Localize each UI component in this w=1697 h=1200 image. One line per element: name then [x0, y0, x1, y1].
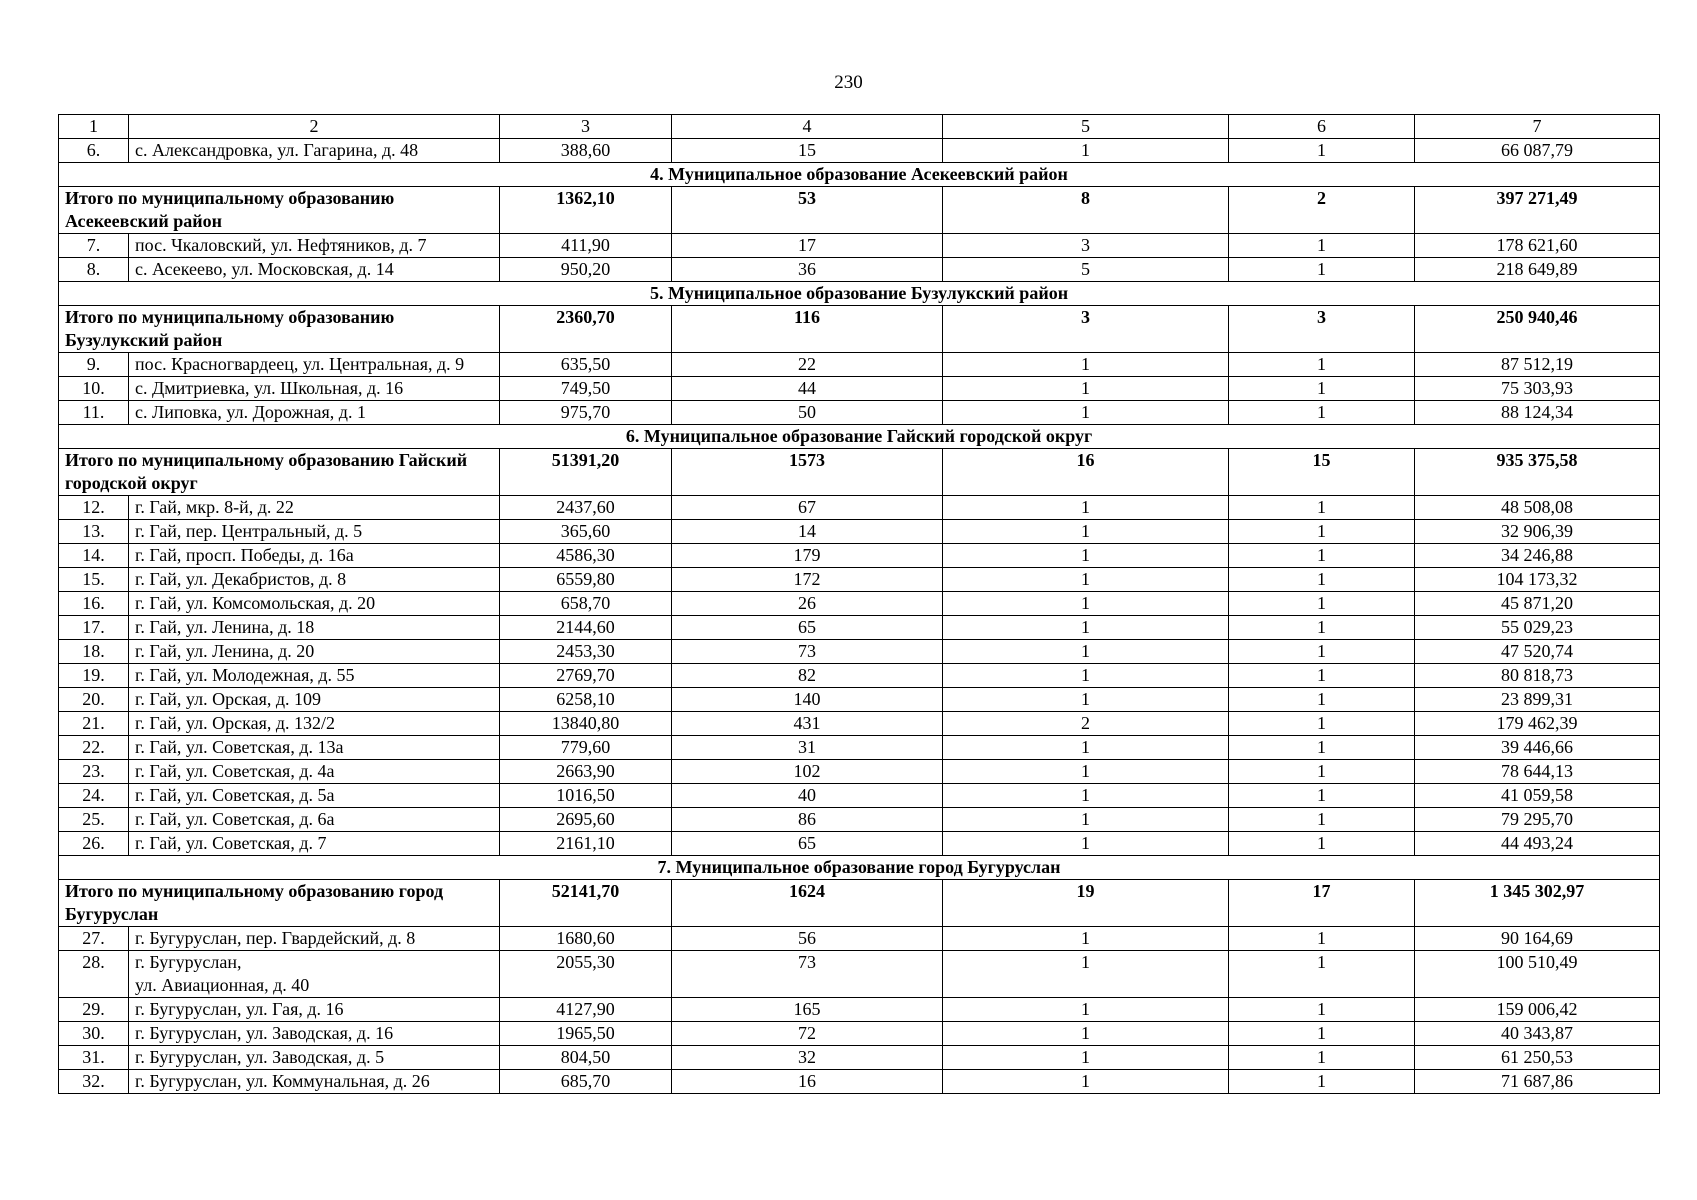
address-cell: г. Гай, ул. Советская, д. 7 [129, 832, 500, 856]
value-cell: 41 059,58 [1415, 784, 1660, 808]
total-value: 1362,10 [500, 187, 672, 234]
value-cell: 1 [1229, 808, 1415, 832]
value-cell: 179 462,39 [1415, 712, 1660, 736]
value-cell: 1 [943, 1022, 1229, 1046]
value-cell: 1 [1229, 998, 1415, 1022]
value-cell: 50 [672, 401, 943, 425]
value-cell: 1 [943, 760, 1229, 784]
total-value: 53 [672, 187, 943, 234]
total-value: 52141,70 [500, 880, 672, 927]
section-title: 4. Муниципальное образование Асекеевский район [59, 163, 1660, 187]
value-cell: 1 [1229, 688, 1415, 712]
value-cell: 44 493,24 [1415, 832, 1660, 856]
value-cell: 61 250,53 [1415, 1046, 1660, 1070]
address-cell: г. Гай, ул. Ленина, д. 18 [129, 616, 500, 640]
value-cell: 1 [943, 808, 1229, 832]
value-cell: 65 [672, 616, 943, 640]
row-number: 6. [59, 139, 129, 163]
table-row [59, 712, 1660, 736]
table-row [59, 640, 1660, 664]
page-number: 230 [834, 72, 863, 93]
row-number: 23. [59, 760, 129, 784]
value-cell: 86 [672, 808, 943, 832]
value-cell: 1 [1229, 139, 1415, 163]
row-number: 22. [59, 736, 129, 760]
value-cell: 1 [943, 784, 1229, 808]
value-cell: 950,20 [500, 258, 672, 282]
value-cell: 365,60 [500, 520, 672, 544]
value-cell: 1 [1229, 353, 1415, 377]
column-header: 5 [943, 115, 1229, 139]
address-cell: г. Гай, ул. Советская, д. 6а [129, 808, 500, 832]
address-cell: с. Дмитриевка, ул. Школьная, д. 16 [129, 377, 500, 401]
value-cell: 140 [672, 688, 943, 712]
table-row [59, 520, 1660, 544]
column-header: 3 [500, 115, 672, 139]
total-value: 116 [672, 306, 943, 353]
value-cell: 1 [943, 736, 1229, 760]
value-cell: 1 [1229, 640, 1415, 664]
value-cell: 1 [943, 544, 1229, 568]
table-row [59, 401, 1660, 425]
section-title: 5. Муниципальное образование Бузулукский район [59, 282, 1660, 306]
value-cell: 804,50 [500, 1046, 672, 1070]
value-cell: 73 [672, 640, 943, 664]
value-cell: 1 [1229, 760, 1415, 784]
value-cell: 1 [943, 1046, 1229, 1070]
value-cell: 82 [672, 664, 943, 688]
row-number: 16. [59, 592, 129, 616]
value-cell: 100 510,49 [1415, 951, 1660, 998]
value-cell: 1 [1229, 736, 1415, 760]
row-number: 25. [59, 808, 129, 832]
value-cell: 1 [943, 401, 1229, 425]
value-cell: 1 [943, 568, 1229, 592]
section-header-row [59, 163, 1660, 187]
total-label: Итого по муниципальному образованию Асекеевский район [59, 187, 500, 234]
value-cell: 431 [672, 712, 943, 736]
value-cell: 685,70 [500, 1070, 672, 1094]
row-number: 18. [59, 640, 129, 664]
value-cell: 2453,30 [500, 640, 672, 664]
value-cell: 1 [943, 927, 1229, 951]
total-value: 397 271,49 [1415, 187, 1660, 234]
value-cell: 218 649,89 [1415, 258, 1660, 282]
total-value: 1573 [672, 449, 943, 496]
value-cell: 1 [1229, 1070, 1415, 1094]
value-cell: 45 871,20 [1415, 592, 1660, 616]
total-value: 1 345 302,97 [1415, 880, 1660, 927]
total-label: Итого по муниципальному образованию Бузулукский район [59, 306, 500, 353]
value-cell: 1 [1229, 520, 1415, 544]
table-row [59, 1046, 1660, 1070]
value-cell: 6258,10 [500, 688, 672, 712]
value-cell: 1 [943, 1070, 1229, 1094]
value-cell: 1 [1229, 496, 1415, 520]
value-cell: 87 512,19 [1415, 353, 1660, 377]
table-row [59, 998, 1660, 1022]
row-number: 28. [59, 951, 129, 998]
value-cell: 55 029,23 [1415, 616, 1660, 640]
row-number: 26. [59, 832, 129, 856]
table-row [59, 760, 1660, 784]
value-cell: 5 [943, 258, 1229, 282]
value-cell: 1 [1229, 664, 1415, 688]
value-cell: 26 [672, 592, 943, 616]
value-cell: 31 [672, 736, 943, 760]
total-label: Итого по муниципальному образованию Гайский городской округ [59, 449, 500, 496]
value-cell: 2 [943, 712, 1229, 736]
value-cell: 73 [672, 951, 943, 998]
value-cell: 1 [943, 640, 1229, 664]
value-cell: 71 687,86 [1415, 1070, 1660, 1094]
table-row [59, 234, 1660, 258]
value-cell: 172 [672, 568, 943, 592]
housing-table [58, 114, 1660, 1094]
address-cell: г. Гай, ул. Советская, д. 5а [129, 784, 500, 808]
value-cell: 1 [1229, 832, 1415, 856]
column-header: 1 [59, 115, 129, 139]
table-row [59, 377, 1660, 401]
value-cell: 1 [1229, 951, 1415, 998]
address-cell: г. Бугуруслан, ул. Заводская, д. 16 [129, 1022, 500, 1046]
row-number: 24. [59, 784, 129, 808]
row-number: 32. [59, 1070, 129, 1094]
total-value: 935 375,58 [1415, 449, 1660, 496]
value-cell: 2161,10 [500, 832, 672, 856]
total-value: 3 [943, 306, 1229, 353]
table-row [59, 544, 1660, 568]
value-cell: 44 [672, 377, 943, 401]
value-cell: 88 124,34 [1415, 401, 1660, 425]
row-number: 10. [59, 377, 129, 401]
address-cell: г. Гай, ул. Молодежная, д. 55 [129, 664, 500, 688]
value-cell: 79 295,70 [1415, 808, 1660, 832]
total-row [59, 306, 1660, 353]
value-cell: 635,50 [500, 353, 672, 377]
row-number: 31. [59, 1046, 129, 1070]
value-cell: 32 906,39 [1415, 520, 1660, 544]
value-cell: 411,90 [500, 234, 672, 258]
row-number: 9. [59, 353, 129, 377]
value-cell: 13840,80 [500, 712, 672, 736]
value-cell: 104 173,32 [1415, 568, 1660, 592]
value-cell: 17 [672, 234, 943, 258]
value-cell: 75 303,93 [1415, 377, 1660, 401]
section-header-row [59, 856, 1660, 880]
table-row [59, 139, 1660, 163]
total-value: 15 [1229, 449, 1415, 496]
value-cell: 66 087,79 [1415, 139, 1660, 163]
address-cell: пос. Чкаловский, ул. Нефтяников, д. 7 [129, 234, 500, 258]
value-cell: 1 [1229, 1022, 1415, 1046]
value-cell: 1 [943, 377, 1229, 401]
value-cell: 1 [1229, 568, 1415, 592]
value-cell: 16 [672, 1070, 943, 1094]
value-cell: 80 818,73 [1415, 664, 1660, 688]
address-cell: г. Бугуруслан, ул. Коммунальная, д. 26 [129, 1070, 500, 1094]
table-row [59, 568, 1660, 592]
value-cell: 78 644,13 [1415, 760, 1660, 784]
address-cell: г. Гай, ул. Орская, д. 132/2 [129, 712, 500, 736]
table-row [59, 736, 1660, 760]
value-cell: 2437,60 [500, 496, 672, 520]
table-row [59, 927, 1660, 951]
value-cell: 1 [1229, 616, 1415, 640]
value-cell: 1 [943, 520, 1229, 544]
total-value: 2 [1229, 187, 1415, 234]
value-cell: 65 [672, 832, 943, 856]
value-cell: 1 [943, 496, 1229, 520]
table-row [59, 592, 1660, 616]
value-cell: 179 [672, 544, 943, 568]
row-number: 19. [59, 664, 129, 688]
value-cell: 47 520,74 [1415, 640, 1660, 664]
value-cell: 2695,60 [500, 808, 672, 832]
table-row [59, 784, 1660, 808]
value-cell: 72 [672, 1022, 943, 1046]
address-cell: г. Гай, пер. Центральный, д. 5 [129, 520, 500, 544]
address-cell: г. Гай, просп. Победы, д. 16а [129, 544, 500, 568]
row-number: 14. [59, 544, 129, 568]
value-cell: 14 [672, 520, 943, 544]
value-cell: 1 [943, 832, 1229, 856]
value-cell: 159 006,42 [1415, 998, 1660, 1022]
value-cell: 1 [943, 616, 1229, 640]
value-cell: 1 [943, 688, 1229, 712]
table-row [59, 1022, 1660, 1046]
section-title: 6. Муниципальное образование Гайский городской округ [59, 425, 1660, 449]
address-cell: с. Асекеево, ул. Московская, д. 14 [129, 258, 500, 282]
table-row [59, 353, 1660, 377]
row-number: 13. [59, 520, 129, 544]
row-number: 11. [59, 401, 129, 425]
value-cell: 1 [1229, 401, 1415, 425]
address-cell: г. Бугуруслан, пер. Гвардейский, д. 8 [129, 927, 500, 951]
value-cell: 1 [943, 998, 1229, 1022]
value-cell: 1 [943, 139, 1229, 163]
address-cell: г. Гай, мкр. 8-й, д. 22 [129, 496, 500, 520]
table-row [59, 688, 1660, 712]
value-cell: 165 [672, 998, 943, 1022]
address-cell: пос. Красногвардеец, ул. Центральная, д. 9 [129, 353, 500, 377]
address-cell: г. Гай, ул. Орская, д. 109 [129, 688, 500, 712]
value-cell: 1 [1229, 258, 1415, 282]
address-cell: с. Липовка, ул. Дорожная, д. 1 [129, 401, 500, 425]
total-value: 3 [1229, 306, 1415, 353]
value-cell: 90 164,69 [1415, 927, 1660, 951]
value-cell: 1 [1229, 927, 1415, 951]
row-number: 7. [59, 234, 129, 258]
row-number: 17. [59, 616, 129, 640]
value-cell: 1680,60 [500, 927, 672, 951]
address-cell: с. Александровка, ул. Гагарина, д. 48 [129, 139, 500, 163]
row-number: 21. [59, 712, 129, 736]
section-title: 7. Муниципальное образование город Бугуруслан [59, 856, 1660, 880]
total-value: 8 [943, 187, 1229, 234]
column-header: 2 [129, 115, 500, 139]
section-header-row [59, 282, 1660, 306]
value-cell: 22 [672, 353, 943, 377]
value-cell: 3 [943, 234, 1229, 258]
value-cell: 6559,80 [500, 568, 672, 592]
value-cell: 40 343,87 [1415, 1022, 1660, 1046]
value-cell: 2055,30 [500, 951, 672, 998]
total-row [59, 187, 1660, 234]
row-number: 8. [59, 258, 129, 282]
value-cell: 67 [672, 496, 943, 520]
value-cell: 1016,50 [500, 784, 672, 808]
row-number: 27. [59, 927, 129, 951]
address-cell: г. Гай, ул. Декабристов, д. 8 [129, 568, 500, 592]
value-cell: 2144,60 [500, 616, 672, 640]
total-row [59, 880, 1660, 927]
column-header: 4 [672, 115, 943, 139]
table-row [59, 616, 1660, 640]
row-number: 29. [59, 998, 129, 1022]
table-row [59, 832, 1660, 856]
column-header: 6 [1229, 115, 1415, 139]
address-cell: г. Бугуруслан, ул. Авиационная, д. 40 [129, 951, 500, 998]
value-cell: 4586,30 [500, 544, 672, 568]
total-value: 17 [1229, 880, 1415, 927]
address-cell: г. Бугуруслан, ул. Заводская, д. 5 [129, 1046, 500, 1070]
value-cell: 34 246,88 [1415, 544, 1660, 568]
row-number: 30. [59, 1022, 129, 1046]
value-cell: 1 [1229, 377, 1415, 401]
value-cell: 56 [672, 927, 943, 951]
value-cell: 15 [672, 139, 943, 163]
value-cell: 1 [1229, 544, 1415, 568]
value-cell: 2769,70 [500, 664, 672, 688]
total-value: 19 [943, 880, 1229, 927]
table-row [59, 258, 1660, 282]
value-cell: 749,50 [500, 377, 672, 401]
value-cell: 102 [672, 760, 943, 784]
column-number-row [59, 115, 1660, 139]
value-cell: 1 [943, 664, 1229, 688]
value-cell: 1 [1229, 592, 1415, 616]
total-value: 16 [943, 449, 1229, 496]
column-header: 7 [1415, 115, 1660, 139]
value-cell: 32 [672, 1046, 943, 1070]
value-cell: 1965,50 [500, 1022, 672, 1046]
table-row [59, 951, 1660, 998]
value-cell: 39 446,66 [1415, 736, 1660, 760]
table-row [59, 664, 1660, 688]
value-cell: 1 [1229, 784, 1415, 808]
address-cell: г. Гай, ул. Комсомольская, д. 20 [129, 592, 500, 616]
address-cell: г. Гай, ул. Советская, д. 4а [129, 760, 500, 784]
value-cell: 1 [943, 951, 1229, 998]
address-cell: г. Бугуруслан, ул. Гая, д. 16 [129, 998, 500, 1022]
row-number: 20. [59, 688, 129, 712]
section-header-row [59, 425, 1660, 449]
row-number: 15. [59, 568, 129, 592]
value-cell: 40 [672, 784, 943, 808]
value-cell: 658,70 [500, 592, 672, 616]
value-cell: 2663,90 [500, 760, 672, 784]
value-cell: 1 [1229, 234, 1415, 258]
value-cell: 388,60 [500, 139, 672, 163]
address-cell: г. Гай, ул. Советская, д. 13а [129, 736, 500, 760]
total-value: 1624 [672, 880, 943, 927]
row-number: 12. [59, 496, 129, 520]
table-row [59, 1070, 1660, 1094]
value-cell: 36 [672, 258, 943, 282]
value-cell: 1 [1229, 712, 1415, 736]
value-cell: 4127,90 [500, 998, 672, 1022]
value-cell: 178 621,60 [1415, 234, 1660, 258]
total-value: 51391,20 [500, 449, 672, 496]
value-cell: 975,70 [500, 401, 672, 425]
total-label: Итого по муниципальному образованию город Бугуруслан [59, 880, 500, 927]
value-cell: 48 508,08 [1415, 496, 1660, 520]
value-cell: 1 [1229, 1046, 1415, 1070]
total-row [59, 449, 1660, 496]
address-cell: г. Гай, ул. Ленина, д. 20 [129, 640, 500, 664]
value-cell: 1 [943, 592, 1229, 616]
value-cell: 1 [943, 353, 1229, 377]
value-cell: 779,60 [500, 736, 672, 760]
value-cell: 23 899,31 [1415, 688, 1660, 712]
table-row [59, 496, 1660, 520]
table-row [59, 808, 1660, 832]
total-value: 250 940,46 [1415, 306, 1660, 353]
total-value: 2360,70 [500, 306, 672, 353]
